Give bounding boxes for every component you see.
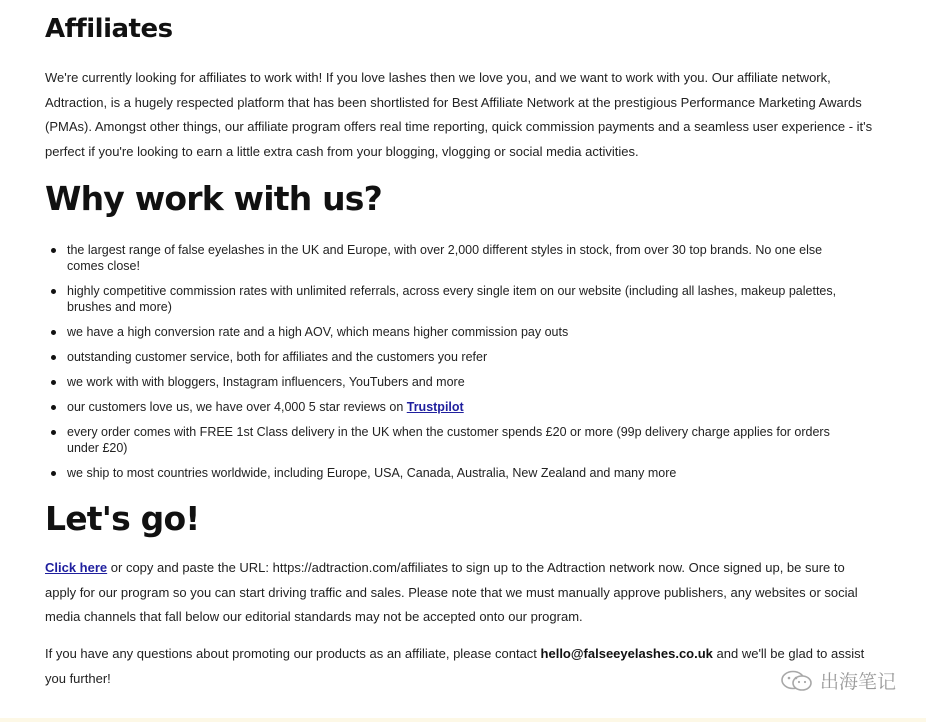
list-item — [67, 283, 857, 315]
why-heading: Why work with us? — [45, 179, 382, 218]
list-item — [67, 374, 857, 390]
intro-paragraph: We're currently looking for affiliates to work with! If you love lashes then we love you, and we want to work with you. Our affiliate network, Adtraction, is a hugely respected platform that has been shortlisted for Best Affiliate Network at the prestigious Performance Marketing Awards (PMAs). Amongst other things, our affiliate program offers real time reporting, quick commission payments and a seamless user experience - it's perfect if you're looking to earn a little extra cash from your blogging, vlogging or social media activities. — [45, 70, 873, 159]
benefits-list — [45, 242, 857, 490]
watermark — [780, 667, 896, 694]
benefit-text: we have a high conversion rate and a high AOV, which means higher commission pay outs — [67, 325, 569, 339]
contact-text-after: and we'll be glad to assist you further! — [45, 646, 865, 686]
signup-paragraph — [45, 556, 875, 630]
benefit-text: every order comes with FREE 1st Class delivery in the UK when the customer spends £20 or more (99p delivery charge applies for orders under £20) — [67, 425, 830, 455]
contact-email[interactable]: hello@falseeyelashes.co.uk — [540, 646, 713, 661]
signup-text: or copy and paste the URL: https://adtraction.com/affiliates to sign up to the Adtraction network now. Once signed up, be sure to apply for our program so you can start driving traffic and sales. Please note that we must manually approve publishers, any websites or social media channels that fall below our editorial standards may not be accepted onto our program. — [45, 560, 858, 624]
list-item — [67, 424, 857, 456]
wechat-icon — [780, 670, 814, 692]
benefit-text: the largest range of false eyelashes in the UK and Europe, with over 2,000 different styles in stock, from over 30 top brands. No one else comes close! — [67, 243, 823, 273]
contact-paragraph — [45, 642, 875, 691]
list-item — [67, 465, 857, 481]
letsgo-heading: Let's go! — [45, 499, 200, 538]
benefit-text: we work with with bloggers, Instagram influencers, YouTubers and more — [67, 375, 465, 389]
benefit-text: highly competitive commission rates with unlimited referrals, across every single item on our website (including all lashes, makeup palettes, brushes and more) — [67, 284, 837, 314]
trustpilot-link[interactable]: Trustpilot — [406, 400, 464, 414]
list-item — [67, 349, 857, 365]
list-item — [67, 399, 857, 415]
contact-text-before: If you have any questions about promoting our products as an affiliate, please contact — [45, 646, 541, 661]
benefit-text: we ship to most countries worldwide, including Europe, USA, Canada, Australia, New Zealand and many more — [67, 466, 677, 480]
bottom-strip — [0, 718, 926, 722]
list-item — [67, 324, 857, 340]
list-item — [67, 242, 857, 274]
watermark-text: 出海笔记 — [819, 671, 896, 693]
affiliates-heading: Affiliates — [45, 14, 173, 44]
benefit-text: our customers love us, we have over 4,000 5 star reviews on — [67, 400, 407, 414]
click-here-link[interactable]: Click here — [45, 560, 108, 575]
benefit-text: outstanding customer service, both for affiliates and the customers you refer — [67, 350, 488, 364]
